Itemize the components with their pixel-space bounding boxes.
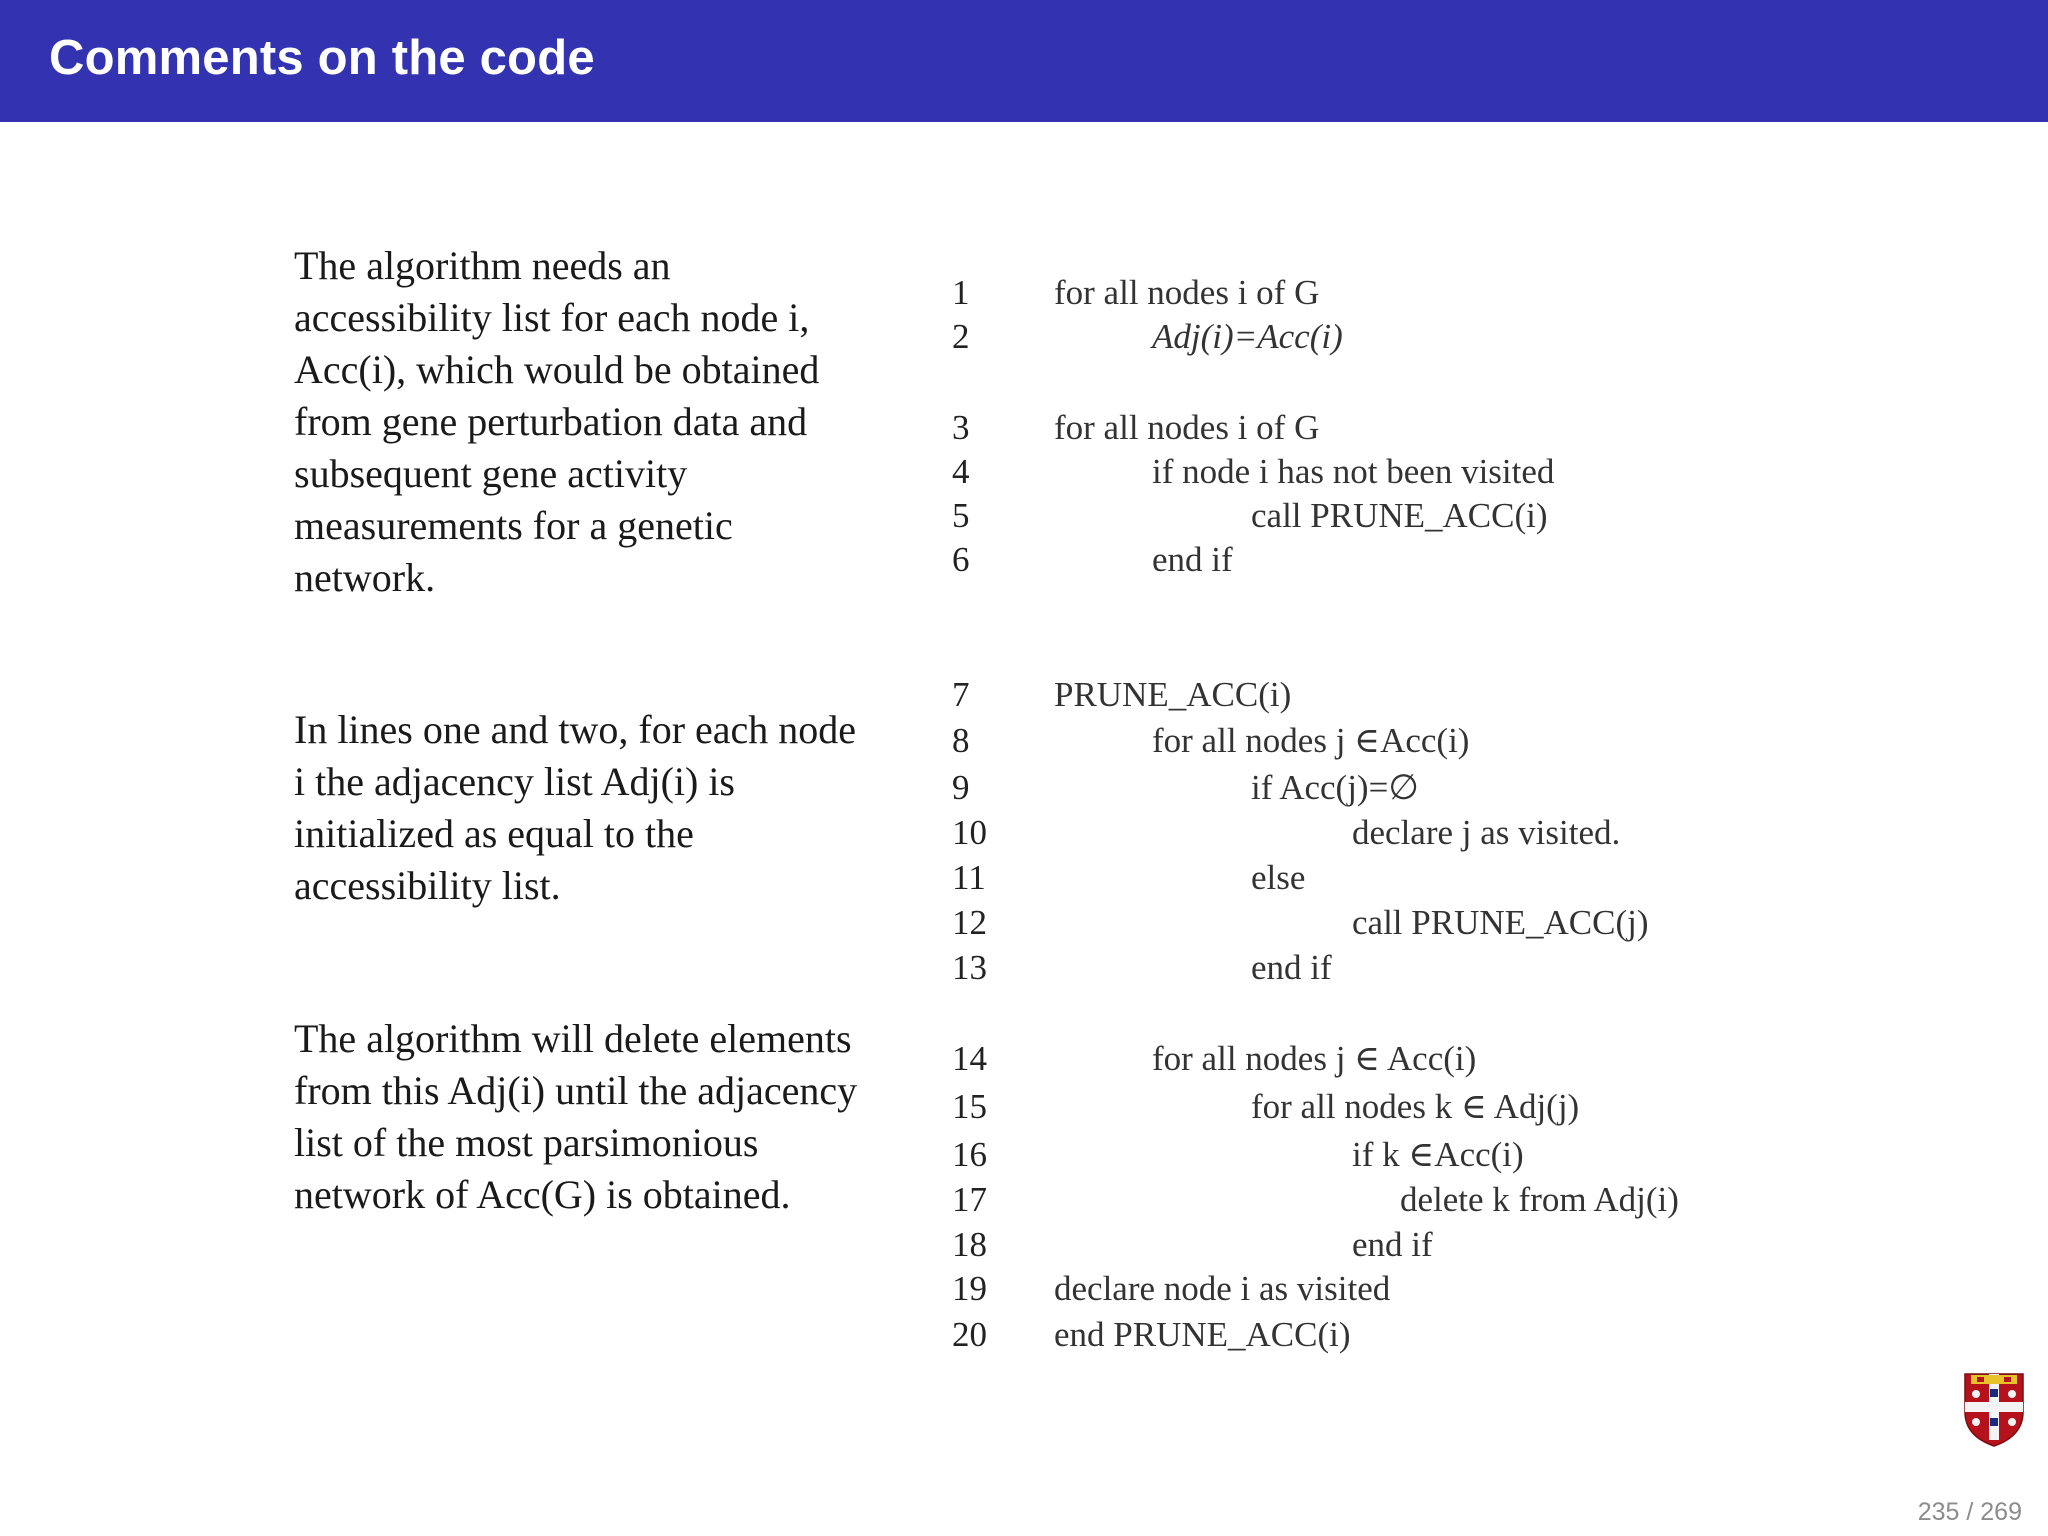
line-number: 16 xyxy=(952,1135,987,1174)
code-line: if node i has not been visited xyxy=(1152,452,1555,491)
paragraph-line: i the adjacency list Adj(i) is xyxy=(294,759,735,804)
paragraph-line: The algorithm will delete elements xyxy=(294,1016,852,1061)
code-line: if Acc(j)=∅ xyxy=(1251,768,1419,807)
code-line: end if xyxy=(1352,1225,1433,1264)
paragraph-accessibility xyxy=(294,240,864,604)
paragraph-line: initialized as equal to the xyxy=(294,811,694,856)
line-number: 2 xyxy=(952,317,970,356)
code-line: for all nodes i of G xyxy=(1054,408,1320,447)
code-line: for all nodes j ∈Acc(i) xyxy=(1152,721,1470,760)
code-line: end if xyxy=(1251,948,1332,987)
code-line: Adj(i)=Acc(i) xyxy=(1152,317,1343,356)
line-number: 1 xyxy=(952,273,970,312)
code-line: declare j as visited. xyxy=(1352,813,1621,852)
slide-title: Comments on the code xyxy=(49,31,595,85)
code-line: else xyxy=(1251,858,1306,897)
paragraph-line: accessibility list. xyxy=(294,863,561,908)
paragraph-line: from this Adj(i) until the adjacency xyxy=(294,1068,858,1113)
line-number: 13 xyxy=(952,948,987,987)
slide-header xyxy=(0,0,2048,122)
line-number: 4 xyxy=(952,452,970,491)
paragraph-line: Acc(i), which would be obtained xyxy=(294,347,820,392)
paragraph-line: accessibility list for each node i, xyxy=(294,295,810,340)
line-number: 7 xyxy=(952,675,970,714)
line-number: 10 xyxy=(952,813,987,852)
paragraph-line: from gene perturbation data and xyxy=(294,399,808,444)
code-line: PRUNE_ACC(i) xyxy=(1054,675,1292,714)
paragraph-line: measurements for a genetic xyxy=(294,503,733,548)
code-line: end if xyxy=(1152,540,1233,579)
paragraph-lines-one-two xyxy=(294,704,864,912)
paragraph-line: list of the most parsimonious xyxy=(294,1120,759,1165)
line-number: 20 xyxy=(952,1315,987,1354)
line-number: 9 xyxy=(952,768,970,807)
code-line: delete k from Adj(i) xyxy=(1400,1180,1679,1219)
code-line: for all nodes i of G xyxy=(1054,273,1320,312)
line-number: 11 xyxy=(952,858,986,897)
code-line: for all nodes k ∈ Adj(j) xyxy=(1251,1087,1580,1126)
line-number: 3 xyxy=(952,408,970,447)
code-line: call PRUNE_ACC(i) xyxy=(1251,496,1548,535)
paragraph-line: network of Acc(G) is obtained. xyxy=(294,1172,791,1217)
code-line: if k ∈Acc(i) xyxy=(1352,1135,1524,1174)
line-number: 18 xyxy=(952,1225,987,1264)
line-number: 19 xyxy=(952,1269,987,1308)
code-line: declare node i as visited xyxy=(1054,1269,1391,1308)
university-crest-icon xyxy=(1963,1372,2025,1448)
code-line: end PRUNE_ACC(i) xyxy=(1054,1315,1351,1354)
code-line: call PRUNE_ACC(j) xyxy=(1352,903,1649,942)
code-line: for all nodes j ∈ Acc(i) xyxy=(1152,1039,1477,1078)
line-number: 12 xyxy=(952,903,987,942)
line-number: 15 xyxy=(952,1087,987,1126)
paragraph-line: The algorithm needs an xyxy=(294,243,671,288)
line-number: 5 xyxy=(952,496,970,535)
paragraph-delete-elements xyxy=(294,1013,864,1221)
line-number: 14 xyxy=(952,1039,987,1078)
page-number: 235 / 269 xyxy=(1917,1498,2022,1526)
paragraph-line: subsequent gene activity xyxy=(294,451,688,496)
line-number: 8 xyxy=(952,721,970,760)
paragraph-line: In lines one and two, for each node xyxy=(294,707,857,752)
paragraph-line: network. xyxy=(294,555,436,600)
line-number: 6 xyxy=(952,540,970,579)
line-number: 17 xyxy=(952,1180,987,1219)
